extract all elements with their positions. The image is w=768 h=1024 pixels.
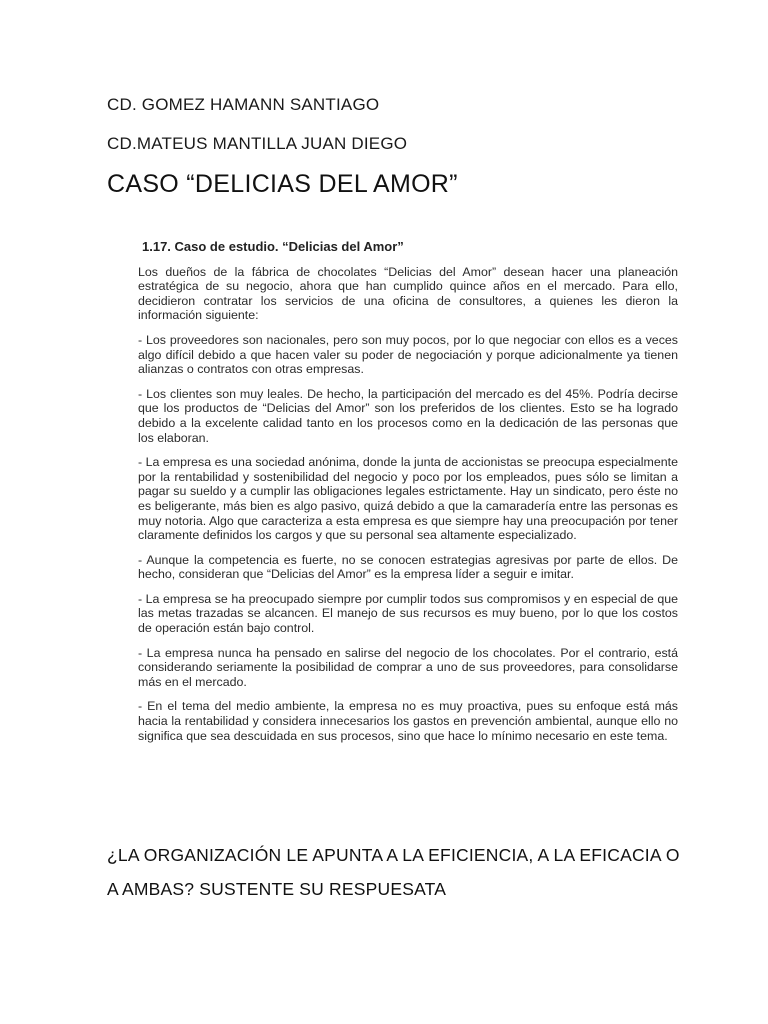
question-text: ¿LA ORGANIZACIÓN LE APUNTA A LA EFICIENCIA, A LA EFICACIA O A AMBAS? SUSTENTE SU RESPUESATA [107, 845, 680, 899]
case-paragraph-competition: - Aunque la competencia es fuerte, no se conocen estrategias agresivas por parte de ellos. De hecho, consideran que “Delicias del Amor” es la empresa líder a seguir e imitar. [138, 552, 678, 582]
author-name-1: CD. GOMEZ HAMANN SANTIAGO [107, 95, 380, 114]
case-paragraph-intro: Los dueños de la fábrica de chocolates “Delicias del Amor” desean hacer una planeación estratégica de su negocio, ahora que han cumplido quince años en el mercado. Para ello, decidieron contratar los servicios de una oficina de consultores, a quienes les dieron la información siguiente: [138, 264, 678, 323]
author-name-2: CD.MATEUS MANTILLA JUAN DIEGO [107, 134, 408, 153]
case-title: CASO “DELICIAS DEL AMOR” [107, 170, 458, 198]
case-paragraph-clients: - Los clientes son muy leales. De hecho, la participación del mercado es del 45%. Podría decirse que los productos de “Delicias del Amor” son los preferidos de los clientes. Esto se ha logrado debido a la excelente calidad tanto en los procesos como en la dedicación de las personas que los elaboran. [138, 386, 678, 445]
case-paragraph-suppliers: - Los proveedores son nacionales, pero son muy pocos, por lo que negociar con ellos es a veces algo difícil debido a que hacen valer su poder de negociación y porque adicionalmente ya tienen alianzas o contratos con otras empresas. [138, 332, 678, 377]
case-study-heading: 1.17. Caso de estudio. “Delicias del Amor” [142, 239, 404, 254]
case-paragraph-business: - La empresa nunca ha pensado en salirse del negocio de los chocolates. Por el contrario, está considerando seriamente la posibilidad de comprar a uno de sus proveedores, para consolidarse más en el mercado. [138, 645, 678, 689]
case-paragraph-environment: - En el tema del medio ambiente, la empresa no es muy proactiva, pues su enfoque está más hacia la rentabilidad y considera innecesarios los gastos en prevención ambiental, aunque ello no significa que sea descuidada en sus procesos, sino que hace lo mínimo necesario en este tema. [138, 699, 678, 743]
scanned-case-study [138, 240, 678, 753]
case-paragraph-company: - La empresa es una sociedad anónima, donde la junta de accionistas se preocupa especialmente por la rentabilidad y sostenibilidad del negocio y poco por los empleados, pues sólo se limitan a pagar su sueldo y a cumplir las obligaciones legales estrictamente. Hay un sindicato, pero éste no es beligerante, más bien es algo pasivo, quizá debido a que la camaradería entre las personas es muy notoria. Algo que caracteriza a esta empresa es que siempre hay una preocupación por tener claramente definidos los cargos y que su personal sea altamente especializado. [138, 455, 678, 543]
case-paragraph-commitments: - La empresa se ha preocupado siempre por cumplir todos sus compromisos y en especial de que las metas trazadas se alcancen. El manejo de sus recursos es muy bueno, por lo que los costos de operación están bajo control. [138, 591, 678, 636]
